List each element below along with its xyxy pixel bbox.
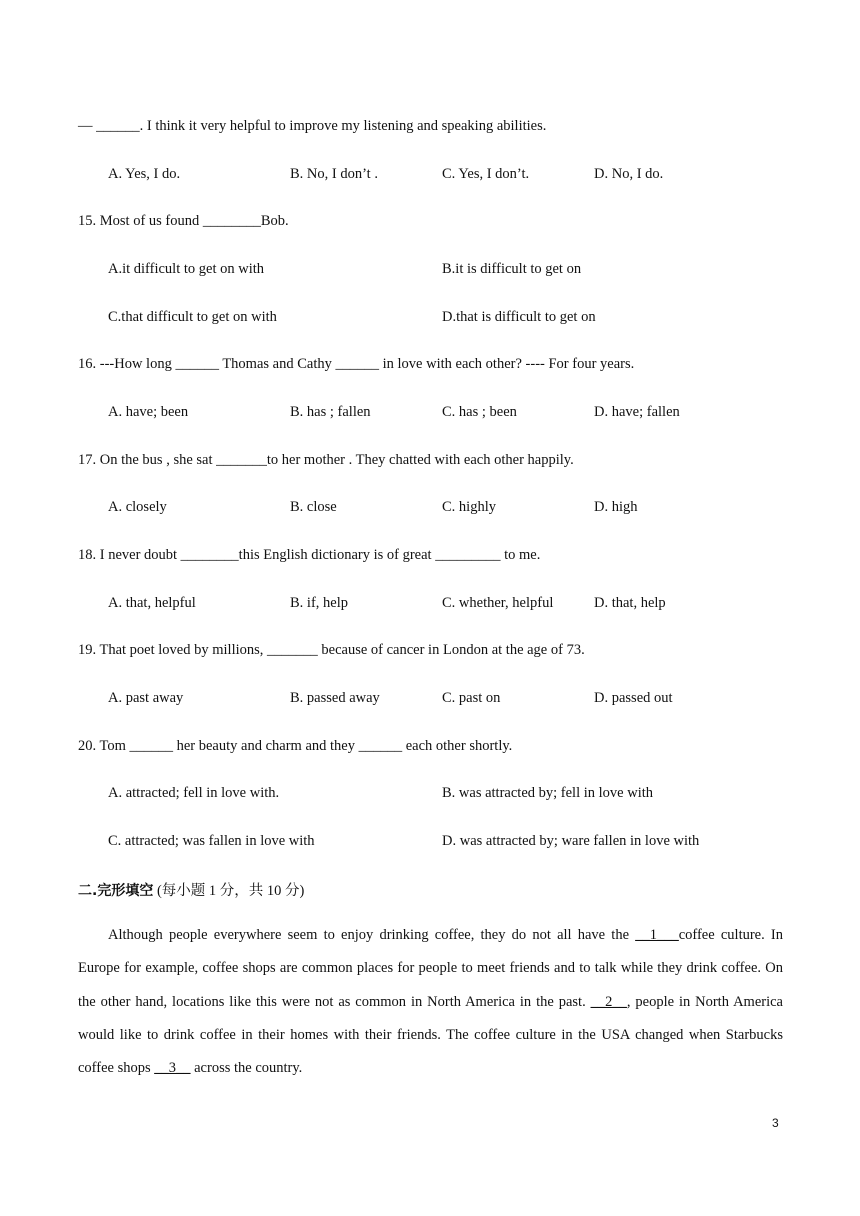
- option-b: B. if, help: [290, 595, 348, 611]
- blank-1: __1___: [635, 927, 679, 943]
- page-number: 3: [772, 1116, 779, 1130]
- option-d: D. was attracted by; ware fallen in love with: [442, 833, 700, 849]
- option-d: D.that is difficult to get on: [442, 309, 596, 325]
- passage-text: coffee culture. In Europe for example, coffee shops are common places for people to meet friends and to talk while they drink coffee. On the other hand, locations like this were not as common in North America in the past.: [78, 927, 784, 1010]
- option-c: C. highly: [442, 499, 496, 515]
- option-d: D. passed out: [594, 690, 673, 706]
- option-c: C. whether, helpful: [442, 595, 554, 611]
- option-c: C. Yes, I don’t.: [442, 166, 530, 182]
- blank-2: __2__: [590, 993, 627, 1010]
- option-d: D. that, help: [594, 595, 666, 611]
- passage-text: Although people everywhere seem to enjoy drinking coffee, they do not all have the: [108, 927, 636, 943]
- question-stem: — ______. I think it very helpful to improve my listening and speaking abilities.: [78, 118, 547, 134]
- option-d: D. high: [594, 499, 638, 515]
- passage-text: , people in North America would like to drink coffee in their homes with their friends. The coffee culture in the USA changed when Starbucks coffee shops: [78, 993, 783, 1077]
- option-d: D. No, I do.: [594, 166, 664, 182]
- option-a: A. past away: [108, 690, 184, 706]
- question-stem: 19. That poet loved by millions, _______ because of cancer in London at the age of 73.: [78, 642, 585, 658]
- option-b: B.it is difficult to get on: [442, 261, 582, 277]
- option-c: C. past on: [442, 690, 501, 706]
- section-note: (每小题 1 分，共 10 分): [156, 883, 305, 899]
- section-heading: [78, 879, 304, 900]
- option-a: A. closely: [108, 499, 167, 515]
- cloze-passage: [78, 919, 783, 1085]
- option-b: B. has ; fallen: [290, 404, 371, 420]
- option-c: C. attracted; was fallen in love with: [108, 833, 315, 849]
- blank-3: __3__: [154, 1060, 191, 1077]
- option-c: C.that difficult to get on with: [108, 309, 277, 325]
- question-stem: 20. Tom ______ her beauty and charm and they ______ each other shortly.: [78, 738, 513, 754]
- option-d: D. have; fallen: [594, 404, 680, 420]
- question-stem: 15. Most of us found ________Bob.: [78, 213, 289, 229]
- option-a: A.it difficult to get on with: [108, 261, 264, 277]
- option-b: B. passed away: [290, 690, 380, 706]
- passage-text: across the country.: [190, 1060, 303, 1077]
- question-stem: 16. ---How long ______ Thomas and Cathy ______ in love with each other? ---- For four years.: [78, 356, 635, 372]
- question-stem: 18. I never doubt ________this English dictionary is of great _________ to me.: [78, 547, 541, 563]
- option-a: A. Yes, I do.: [108, 166, 181, 182]
- option-a: A. that, helpful: [108, 595, 196, 611]
- option-a: A. attracted; fell in love with.: [108, 785, 280, 801]
- question-stem: 17. On the bus , she sat _______to her mother . They chatted with each other happily.: [78, 452, 574, 468]
- option-b: B. close: [290, 499, 337, 515]
- option-a: A. have; been: [108, 404, 189, 420]
- option-b: B. was attracted by; fell in love with: [442, 785, 654, 801]
- section-title: 二.完形填空: [78, 883, 154, 899]
- option-c: C. has ; been: [442, 404, 517, 420]
- option-b: B. No, I don’t .: [290, 166, 378, 182]
